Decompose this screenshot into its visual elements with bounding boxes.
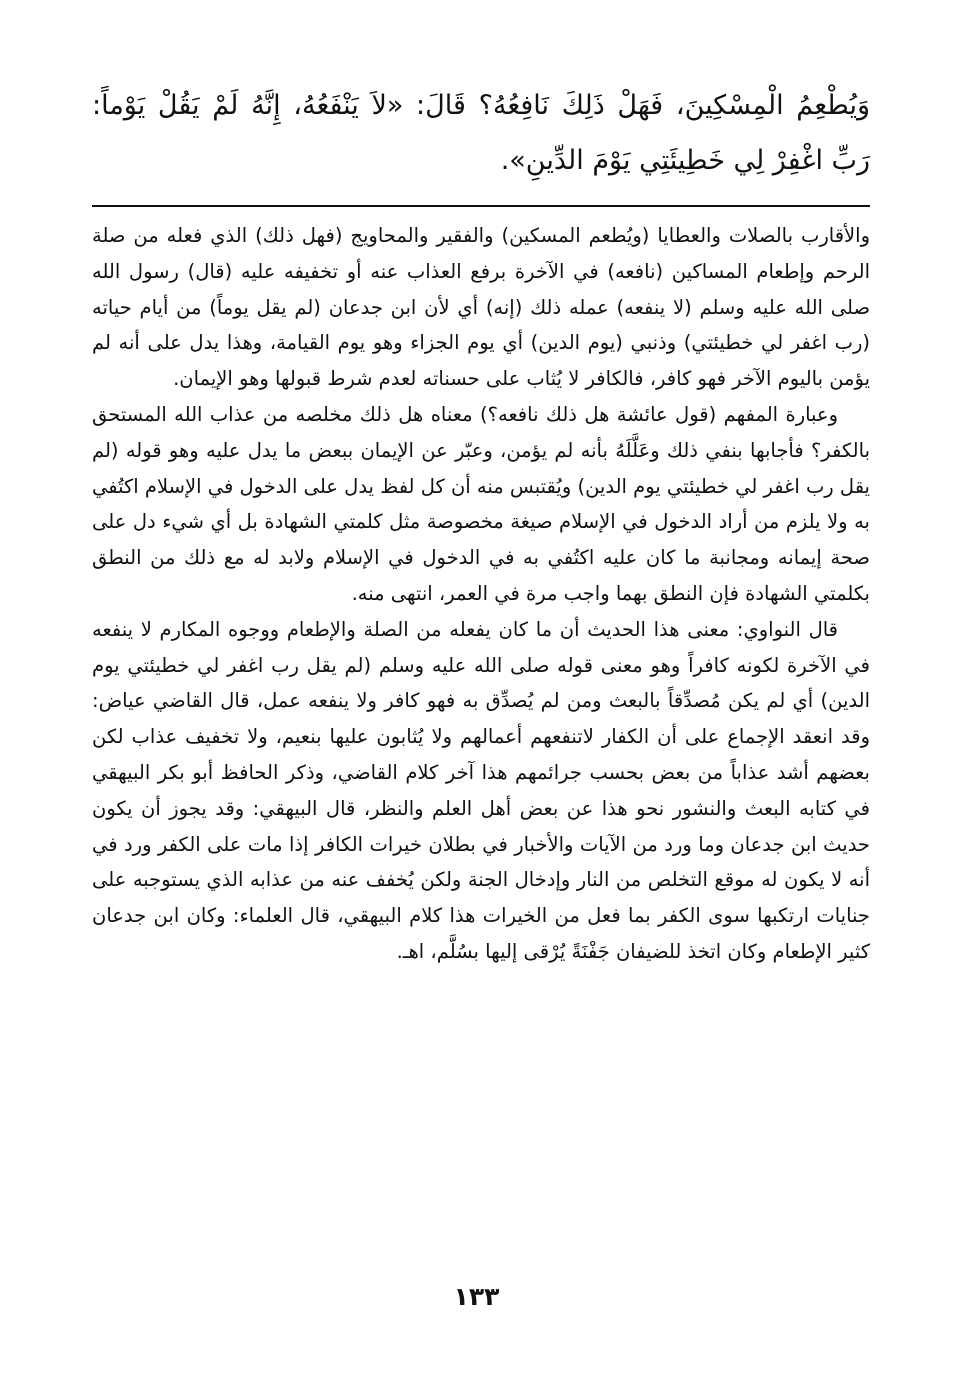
separator-rule bbox=[92, 205, 870, 207]
hadith-text: وَيُطْعِمُ الْمِسْكِينَ، فَهَلْ ذَلِكَ نَافِعُهُ؟ قَالَ: «لاَ يَنْفَعُهُ، إِنَّهُ لَمْ يَقُلْ يَوْماً: رَبِّ اغْفِرْ لِي خَطِيئَتِي يَوْمَ الدِّينِ». bbox=[92, 90, 870, 176]
commentary-paragraph: وعبارة المفهم (قول عائشة هل ذلك نافعه؟) معناه هل ذلك مخلصه من عذاب الله المستحق بالكفر؟ فأجابها بنفي ذلك وعَلَّلَهُ بأنه لم يؤمن، وعبّر عن الإيمان ببعض ما يدل عليه وهو قوله (لم يقل رب اغفر لي خطيئتي يوم الدين) ويُقتبس منه أن كل لفظ يدل على الدخول في الإسلام اكتُفي به ولا يلزم من أراد الدخول في الإسلام صيغة مخصوصة مثل كلمتي الشهادة بل أي شيء دل على صحة إيمانه ومجانبة ما كان عليه اكتُفي به في الدخول في الإسلام ولابد له مع ذلك من النطق بكلمتي الشهادة فإن النطق بهما واجب مرة في العمر، انتهى منه. bbox=[92, 402, 870, 605]
page-number: ١٣٣ bbox=[453, 1282, 500, 1311]
commentary-paragraph: قال النواوي: معنى هذا الحديث أن ما كان يفعله من الصلة والإطعام ووجوه المكارم لا ينفعه في الآخرة لكونه كافراً وهو معنى قوله صلى الله عليه وسلم (لم يقل رب اغفر لي خطيئتي يوم الدين) أي لم يكن مُصدِّقاً بالبعث ومن لم يُصدِّق به فهو كافر ولا ينفعه عمل، قال القاضي عياض: وقد انعقد الإجماع على أن الكفار لاتنفعهم أعمالهم ولا يُثابون عليها بنعيم، ولا تخفيف عذاب لكن بعضهم أشد عذاباً من بعض بحسب جرائمهم هذا آخر كلام القاضي، وذكر الحافظ أبو بكر البيهقي في كتابه البعث والنشور نحو هذا عن بعض أهل العلم والنظر، قال البيهقي: وقد يجوز أن يكون حديث ابن جدعان وما ورد من الآيات والأخبار في بطلان خيرات الكافر إذا مات على الكفر ورد في أنه لا يكون له موقع التخلص من النار وإدخال الجنة ولكن يُخفف عنه من عذابه الذي يستوجبه على جنايات ارتكبها سوى الكفر بما فعل من الخيرات هذا كلام البيهقي، قال العلماء: وكان ابن جدعان كثير الإطعام وكان اتخذ للضيفان جَفْنَةً يُرْقى إليها بسُلَّم، اهـ. bbox=[92, 617, 870, 963]
commentary-block bbox=[92, 218, 870, 970]
commentary-paragraph: والأقارب بالصلات والعطايا (ويُطعم المسكين) والفقير والمحاويج (فهل ذلك) الذي فعله من صلة الرحم وإطعام المساكين (نافعه) في الآخرة برفع العذاب عنه أو تخفيفه عليه (قال) رسول الله صلى الله عليه وسلم (لا ينفعه) عمله ذلك (إنه) أي لأن ابن جدعان (لم يقل يوماً) من أيام حياته (رب اغفر لي خطيئتي) وذنبي (يوم الدين) أي يوم الجزاء وهو يوم القيامة، وهذا يدل على أنه لم يؤمن باليوم الآخر فهو كافر، فالكافر لا يُثاب على حسناته لعدم شرط قبولها وهو الإيمان. bbox=[92, 224, 870, 391]
hadith-text-block bbox=[92, 78, 870, 188]
